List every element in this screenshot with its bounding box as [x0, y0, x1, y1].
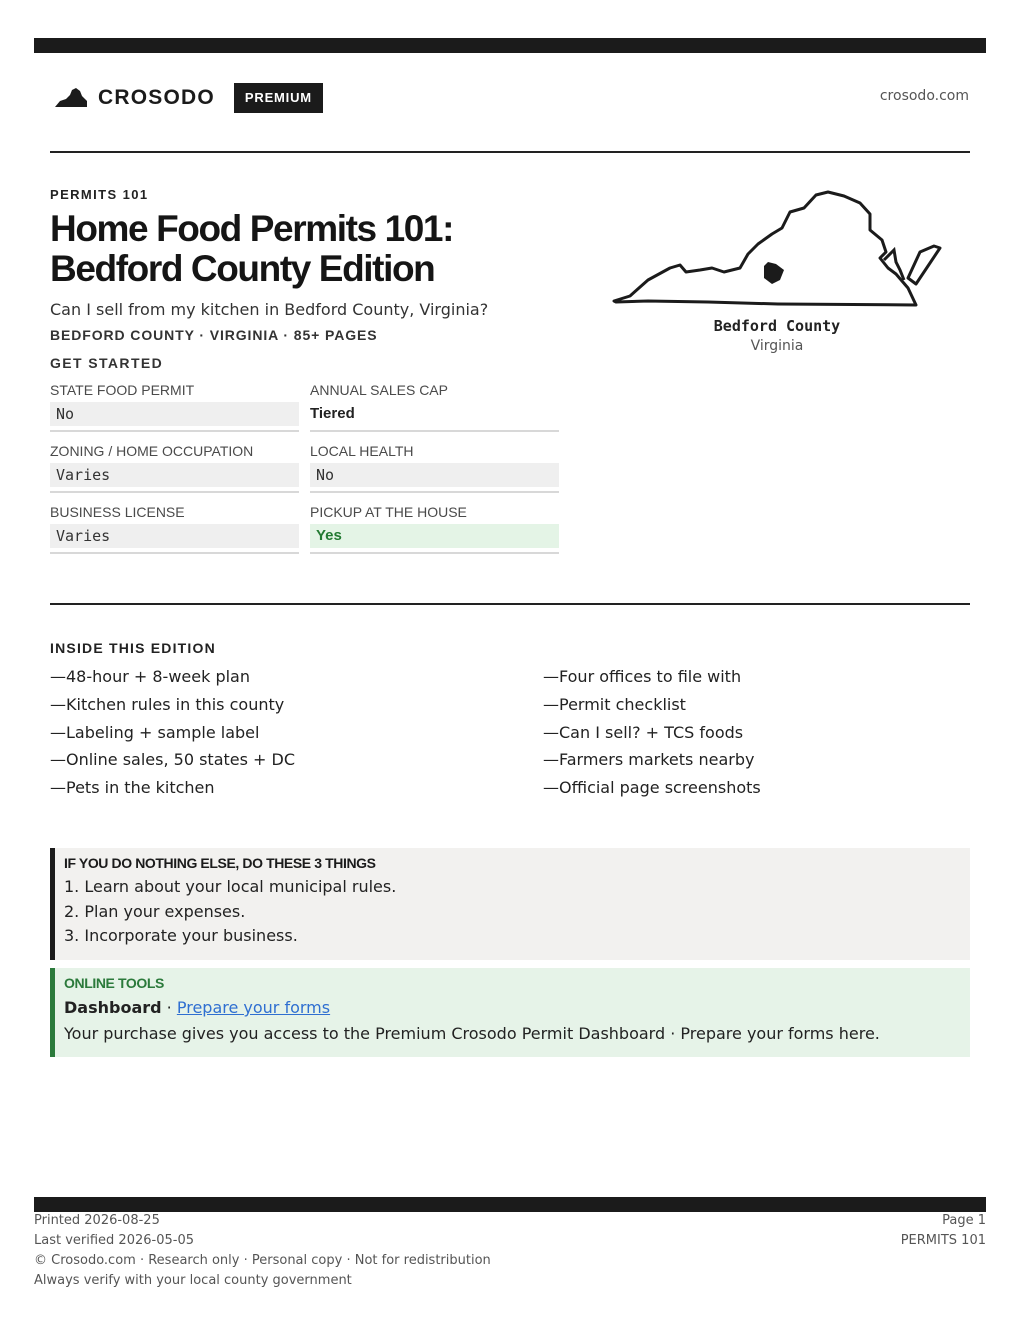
- fact-value: Varies: [50, 524, 299, 548]
- footer-right: [901, 1211, 986, 1251]
- must-do-callout: [50, 848, 970, 960]
- toc-item: —Farmers markets nearby: [543, 750, 755, 770]
- fact-label: BUSINESS LICENSE: [50, 504, 185, 520]
- must-do-item: 1. Learn about your local municipal rules.: [64, 877, 397, 896]
- fact-value: No: [50, 402, 299, 426]
- virginia-map: [608, 188, 948, 310]
- toc-item: —Permit checklist: [543, 694, 686, 714]
- fact-value: Tiered: [310, 405, 355, 422]
- verified-date: Last verified 2026-05-05: [34, 1233, 194, 1248]
- page-title: Home Food Permits 101: Bedford County Edition: [50, 208, 454, 289]
- footer-section: PERMITS 101: [900, 1233, 986, 1248]
- fact-value: Yes: [310, 524, 559, 548]
- brand-name: CROSODO: [98, 86, 215, 109]
- fact-pickup-at-house: [310, 504, 559, 554]
- premium-badge: PREMIUM: [234, 83, 323, 113]
- top-rule: [34, 38, 986, 53]
- fact-value: Varies: [50, 463, 299, 487]
- must-do-list: [64, 875, 970, 949]
- fact-state-food-permit: [50, 382, 299, 432]
- fact-label: STATE FOOD PERMIT: [50, 382, 195, 398]
- must-do-item: 3. Incorporate your business.: [64, 926, 298, 945]
- eastern-shore: [908, 246, 940, 284]
- section-divider: [50, 603, 970, 605]
- map-county-label: Bedford County: [713, 317, 841, 335]
- bedford-county-marker: [764, 262, 784, 284]
- toc-item: —Pets in the kitchen: [50, 778, 215, 798]
- brand: [54, 83, 323, 113]
- bottom-rule: [34, 1197, 986, 1212]
- toc-item: —48-hour + 8-week plan: [50, 667, 250, 686]
- virginia-silhouette-icon: [54, 87, 88, 109]
- dashboard-label: Dashboard: [64, 998, 162, 1017]
- quick-facts-grid: [50, 382, 559, 554]
- toc-item: —Four offices to file with: [543, 667, 742, 686]
- fact-value: No: [310, 463, 559, 487]
- get-started-heading: GET STARTED: [50, 355, 164, 371]
- fact-business-license: [50, 504, 299, 554]
- toc-item: —Kitchen rules in this county: [50, 694, 285, 714]
- dashboard-line: [64, 995, 970, 1021]
- printed-date: Printed 2026-08-25: [34, 1213, 160, 1228]
- must-do-item: 2. Plan your expenses.: [64, 901, 246, 921]
- toc-right: [543, 666, 761, 805]
- section-eyebrow: PERMITS 101: [50, 187, 149, 202]
- fact-label: ZONING / HOME OCCUPATION: [50, 443, 254, 459]
- fact-local-health: [310, 443, 559, 493]
- edition-meta: BEDFORD COUNTY · VIRGINIA · 85+ PAGES: [50, 327, 378, 343]
- disclaimer: Always verify with your local county government: [34, 1273, 352, 1288]
- tools-description: Your purchase gives you access to the Premium Crosodo Permit Dashboard · Prepare your forms here.: [64, 1024, 880, 1043]
- header-divider: [50, 151, 970, 153]
- separator: ·: [161, 998, 177, 1017]
- fact-zoning: [50, 443, 299, 493]
- page-number: Page 1: [942, 1213, 986, 1228]
- copyright: © Crosodo.com · Research only · Personal copy · Not for redistribution: [34, 1253, 491, 1268]
- fact-annual-sales-cap: [310, 382, 559, 432]
- footer-left: [34, 1211, 491, 1291]
- toc-item: —Online sales, 50 states + DC: [50, 750, 296, 770]
- toc-left: [50, 666, 295, 805]
- callout-title: ONLINE TOOLS: [64, 975, 164, 991]
- toc-item: —Official page screenshots: [543, 778, 761, 798]
- page-subtitle: Can I sell from my kitchen in Bedford County, Virginia?: [50, 300, 489, 319]
- toc-item: —Labeling + sample label: [50, 722, 260, 742]
- fact-label: LOCAL HEALTH: [310, 443, 414, 459]
- site-url[interactable]: crosodo.com: [879, 88, 969, 104]
- map-state-label: Virginia: [750, 338, 804, 354]
- online-tools-callout: [50, 968, 970, 1057]
- toc-item: —Can I sell? + TCS foods: [543, 722, 744, 742]
- fact-label: PICKUP AT THE HOUSE: [310, 504, 467, 520]
- inside-heading: INSIDE THIS EDITION: [50, 640, 216, 656]
- prepare-forms-link[interactable]: Prepare your forms: [176, 998, 331, 1017]
- fact-label: ANNUAL SALES CAP: [310, 382, 448, 398]
- virginia-outline: [614, 192, 916, 305]
- callout-title: IF YOU DO NOTHING ELSE, DO THESE 3 THINGS: [64, 855, 376, 871]
